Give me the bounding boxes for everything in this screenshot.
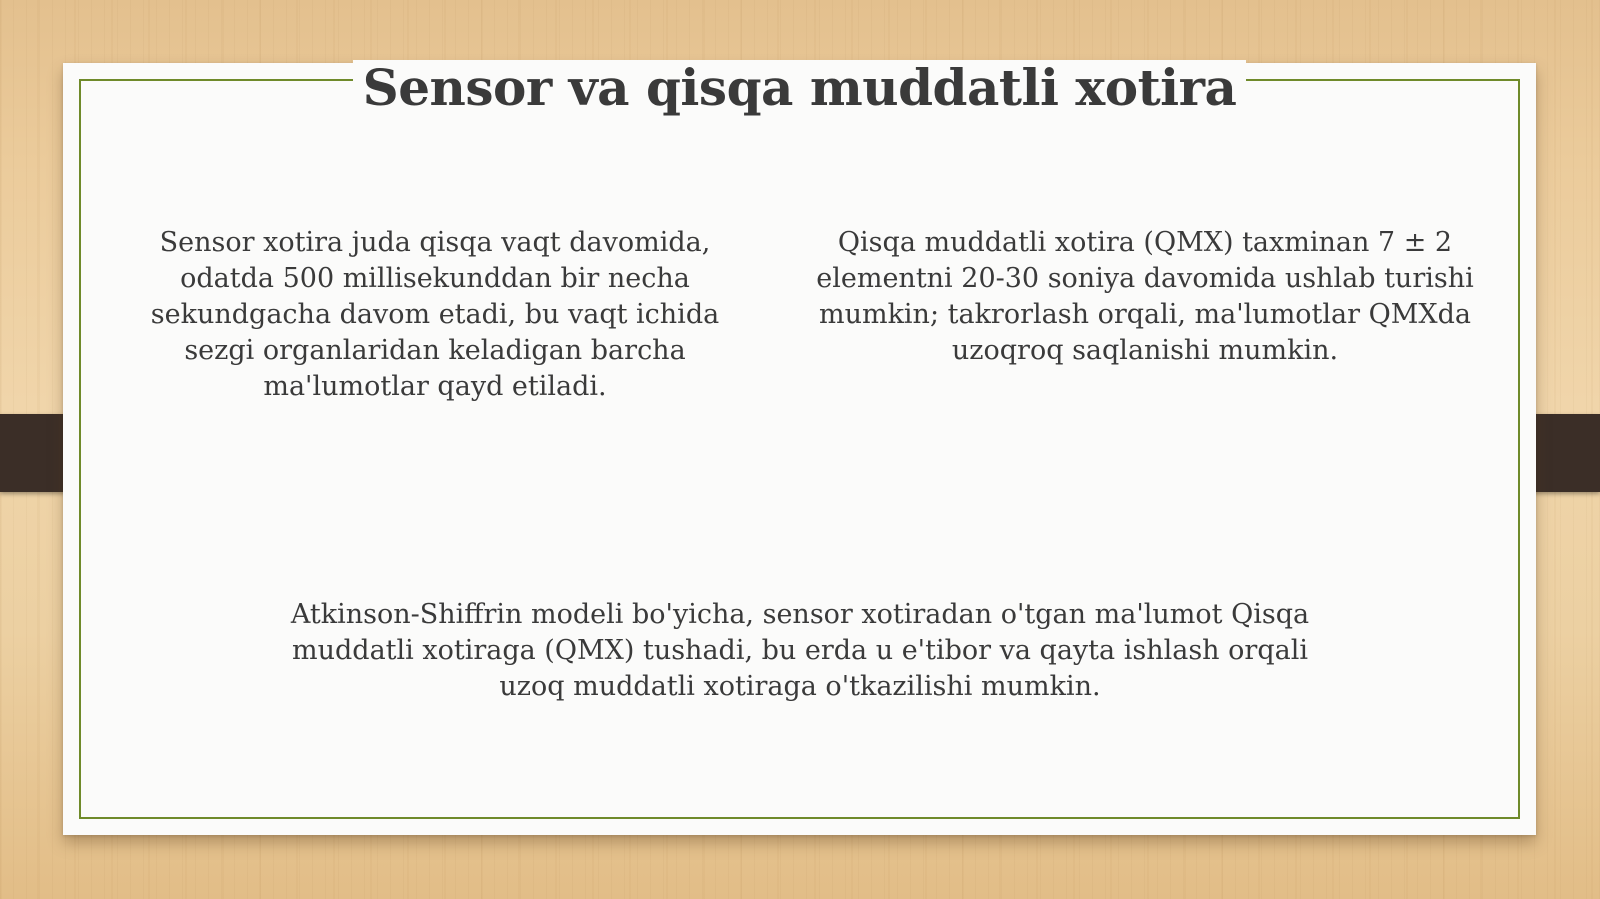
slide-title-text: Sensor va qisqa muddatli xotira [353, 60, 1247, 116]
paragraph-sensor-memory: Sensor xotira juda qisqa vaqt davomida, odatda 500 millisekunddan bir necha sekundgacha davom etadi, bu vaqt ichida sezgi organlaridan keladigan barcha ma'lumotlar qayd etiladi. [150, 227, 720, 402]
slide-title [63, 60, 1536, 116]
slide-paper [63, 63, 1536, 835]
slide-frame-border [79, 79, 1520, 819]
paragraph-short-term-memory: Qisqa muddatli xotira (QMX) taxminan 7 ± 2 elementni 20-30 soniya davomida ushlab turishi mumkin; takrorlash orqali, ma'lumotlar QMXda uzoqroq saqlanishi mumkin. [816, 227, 1474, 366]
slide-title-container [63, 60, 1536, 120]
paragraph-atkinson-shiffrin: Atkinson-Shiffrin modeli bo'yicha, sensor xotiradan o'tgan ma'lumot Qisqa muddatli xotiraga (QMX) tushadi, bu erda u e'tibor va qayta ishlash orqali uzoq muddatli xotiraga o'tkazilishi mumkin. [290, 599, 1310, 702]
